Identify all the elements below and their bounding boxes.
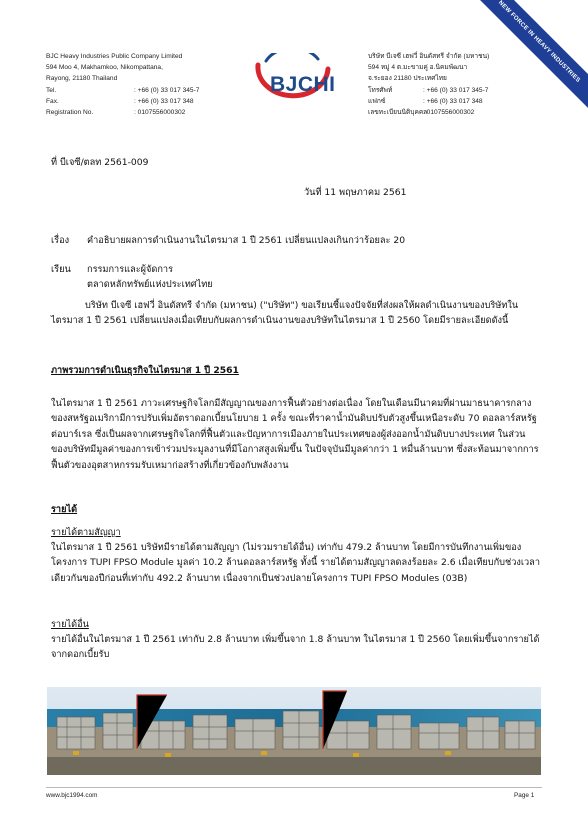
- reg-value-en: : 0107556000302: [134, 109, 186, 117]
- facility-photo-image: [47, 687, 541, 775]
- recipient-title: กรรมการและผู้จัดการ: [87, 264, 174, 275]
- address-th-line1: 594 หมู่ 4 ต.มะขามคู่ อ.นิคมพัฒนา: [368, 64, 468, 72]
- contract-revenue-text: ในไตรมาส 1 ปี 2561 บริษัทมีรายได้ตามสัญญา (ไม่รวมรายได้อื่น) เท่ากับ 479.2 ล้านบาท โดยมีการบันทึกงานเพิ่มของโครงการ TUPI FPSO Module มูลค่า 10.2 ล้านดอลลาร์สหรัฐ ทั้งนี้ รายได้ตามสัญญาลดลงร้อยละ 2.6 เมื่อเทียบกับช่วงเวลาเดียวกันของปีก่อนที่เท่ากับ 492.2 ล้านบาท เนื่องจากเป็นช่วงปลายโครงการ TUPI FPSO Modules (03B): [51, 542, 540, 584]
- reference-number: ที่ บีเจซี/ตลท 2561-009: [51, 157, 149, 168]
- reg-row-en: [46, 107, 199, 118]
- fax-row-en: [46, 96, 199, 107]
- reg-value-th: : 0107556000302: [423, 109, 475, 117]
- logo-text: BJCHI: [270, 73, 336, 96]
- section-revenue-heading: รายได้: [51, 504, 78, 515]
- recipient-line1: [51, 262, 541, 277]
- letterhead: [0, 0, 588, 130]
- subject-label: เรื่อง: [51, 235, 70, 246]
- reg-row-th: [368, 107, 489, 118]
- section-overview-text: ในไตรมาส 1 ปี 2561 ภาวะเศรษฐกิจโลกมีสัญญาณของการฟื้นตัวอย่างต่อเนื่อง โดยในเดือนมีนาคมที่ผ่านมาธนาคารกลางของสหรัฐอเมริกามีการปรับเพิ่มอัตราดอกเบี้ยนโยบาย 1 ครั้ง ขณะที่ราคาน้ำมันดิบปรับตัวสูงขึ้นเหนือระดับ 70 ดอลลาร์สหรัฐต่อบาร์เรล ซึ่งเป็นผลจากเศรษฐกิจโลกที่ฟื้นตัวและปัญหาการเมืองภายในประเทศของผู้ส่งออกน้ำมันดิบบางประเทศ ในส่วนของบริษัทมีมูลค่าของการเข้าร่วมประมูลงานที่มีโอกาสสูงเพิ่มขึ้น ในปัจจุบันมีมูลค่ากว่า 1 หมื่นล้านบาท ซึ่งสะท้อนมาจากการฟื้นตัวของอุตสาหกรรมรับเหมาก่อสร้างที่เกี่ยวข้องกับพลังงาน: [51, 398, 539, 471]
- corner-ribbon: NEW FORCE IN HEAVY INDUSTRIES: [463, 0, 588, 118]
- other-revenue-text: รายได้อื่นในไตรมาส 1 ปี 2561 เท่ากับ 2.8 ล้านบาท เพิ่มขึ้นจาก 1.8 ล้านบาท ในไตรมาส 1 ปี 2560 โดยเพิ่มขึ้นจากรายได้จากดอกเบี้ยรับ: [51, 634, 540, 661]
- other-revenue-heading: รายได้อื่น: [51, 619, 89, 630]
- company-name-en: BJC Heavy Industries Public Company Limited: [46, 53, 183, 60]
- company-info-th: [368, 51, 489, 118]
- address-en-line2: Rayong, 21180 Thailand: [46, 75, 118, 83]
- address-th-line2: จ.ระยอง 21180 ประเทศไทย: [368, 75, 447, 83]
- contract-revenue-heading: รายได้ตามสัญญา: [51, 527, 121, 538]
- tel-value-th: : +66 (0) 33 017 345-7: [423, 86, 489, 94]
- address-en-line1: 594 Moo 4, Makhamkoo, Nikompattana,: [46, 64, 163, 72]
- footer-divider: [46, 787, 542, 788]
- company-name-th: บริษัท บีเจซี เฮฟวี่ อินดัสทรี จำกัด (มหาชน): [368, 53, 490, 60]
- fax-label-th: แฟกซ์: [368, 97, 386, 105]
- tel-value-en: : +66 (0) 33 017 345-7: [134, 86, 200, 94]
- tel-row-en: [46, 85, 199, 96]
- tel-label-en: Tel.: [46, 86, 57, 94]
- fax-label-en: Fax.: [46, 97, 59, 105]
- tel-row-th: [368, 85, 489, 96]
- footer-page-number: Page 1: [514, 792, 535, 799]
- fax-value-en: : +66 (0) 33 017 348: [134, 97, 194, 105]
- intro-paragraph: บริษัท บีเจซี เฮฟวี่ อินดัสทรี จำกัด (มหาชน) ("บริษัท") ขอเรียนชี้แจงปัจจัยที่ส่งผลให้ผลดำเนินงานของบริษัทในไตรมาส 1 ปี 2561 เปลี่ยนแปลงเมื่อเทียบกับผลการดำเนินงานของบริษัทในไตรมาส 1 ปี 2560 โดยมีรายละเอียดดังนี้: [51, 300, 519, 327]
- subject-text: คำอธิบายผลการดำเนินงานในไตรมาส 1 ปี 2561 เปลี่ยนแปลงเกินกว่าร้อยละ 20: [87, 235, 406, 246]
- footer-website: www.bjc1994.com: [46, 792, 98, 799]
- section-overview-heading: ภาพรวมการดำเนินธุรกิจในไตรมาส 1 ปี 2561: [51, 365, 239, 376]
- subject-line: [51, 233, 541, 248]
- reg-label-th: เลขทะเบียนนิติบุคคล: [368, 109, 428, 117]
- company-info-en: [46, 51, 199, 118]
- bjchi-logo: [246, 53, 340, 113]
- fax-value-th: : +66 (0) 33 017 348: [423, 97, 483, 105]
- recipient-label: เรียน: [51, 264, 71, 275]
- fax-row-th: [368, 96, 489, 107]
- recipient-line2: ตลาดหลักทรัพย์แห่งประเทศไทย: [87, 279, 213, 290]
- tel-label-th: โทรศัพท์: [368, 86, 393, 94]
- letter-date: วันที่ 11 พฤษภาคม 2561: [304, 187, 407, 198]
- reg-label-en: Registration No.: [46, 109, 94, 117]
- facility-photo: [47, 687, 541, 775]
